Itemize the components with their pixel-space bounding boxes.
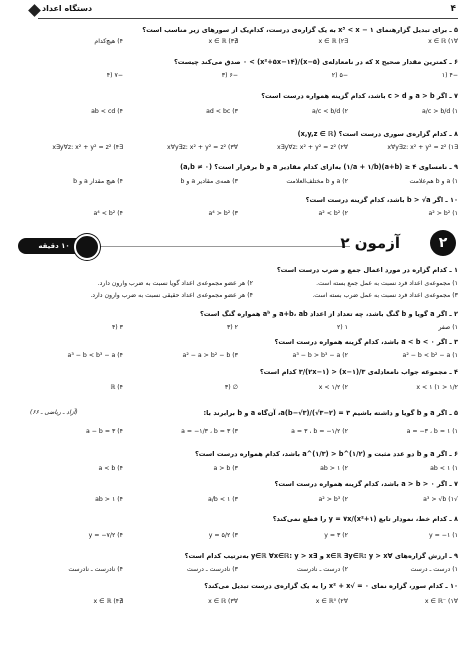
question-7: ۷ ـ اگر a > b و c > d باشد، کدام گزینه همواره درست است؟ <box>261 92 458 100</box>
option: a² − b < b² − a (۱ <box>402 352 458 359</box>
option: a² > b² (۱ <box>428 210 458 217</box>
option: ۳ (۴ <box>111 324 123 331</box>
option: ∃x∃y∀z: x² + y² = z² (۴ <box>52 144 123 151</box>
option: a (۱ و b هم‌علامت <box>409 178 458 185</box>
question-10: ۱۰ ـ اگر b > √a باشد، کدام گزینه درست است؟ <box>305 196 458 204</box>
option: a³ − b < b³ − a (۴ <box>67 352 123 359</box>
options-6 <box>18 72 458 82</box>
options-5b <box>18 428 458 438</box>
options-4 <box>18 384 458 394</box>
exam-number-badge: ۲ <box>430 230 456 256</box>
question-8: ۸ ـ کدام گزاره‌ی سوری درست است؟ (x,y,z ∈ ℝ) <box>297 130 458 138</box>
option: ۱) درست ـ درست <box>410 566 458 573</box>
option: ۱) صفر <box>438 324 458 331</box>
question-6b: ۶ ـ اگر a و b دو عدد مثبت و a^(۱/۳) > b^(۱/۲) باشد، کدام همواره درست است؟ <box>194 450 458 458</box>
options-8b <box>18 532 458 542</box>
option: −۵ (۲ <box>331 72 348 79</box>
question-9: ۹ ـ نامساوی ۴ ≤ (a+b)(۱/a + ۱/b) به‌ازای کدام مقادیر a و b برقرار است؟ (a,b ≠ ۰) <box>180 163 458 171</box>
option: a > b (۳ <box>213 465 238 472</box>
option: ab < ۱ (۱ <box>430 465 458 472</box>
option: ۲) درست ـ نادرست <box>296 566 348 573</box>
option: ab > ۱ (۴ <box>95 496 123 503</box>
option: ۴) نادرست ـ نادرست <box>68 566 123 573</box>
option: a = −۳ ، b = ۱ (۱ <box>406 428 458 435</box>
option: a < b (۴ <box>98 465 123 472</box>
option: y = ۳ (۲ <box>324 532 348 539</box>
question-1: ۱ ـ کدام گزاره در مورد اعمال جمع و ضرب درست است؟ <box>276 266 458 274</box>
question-7b: ۷ ـ اگر a > b > ۰ باشد، کدام گزینه همواره درست است؟ <box>274 480 458 488</box>
option: ∀x ∈ ℝ⁻ (۱ <box>424 598 458 605</box>
option: ∄x ∈ ℝ (۴ <box>93 598 123 605</box>
question-4: ۴ ـ مجموعه جواب نامعادله‌ی ۳/(x−۱) < ۳/(۲x−۱) کدام است؟ <box>259 368 458 376</box>
option: a⁴ < b² (۴ <box>93 210 123 217</box>
options-7b <box>18 496 458 506</box>
option: y = −۱ (۱ <box>429 532 458 539</box>
option: ∄x ∈ ℝ (۳ <box>208 38 238 45</box>
exam-title: آزمون ۲ <box>340 234 400 252</box>
option: ∅ (۳ <box>224 384 238 391</box>
question-10b: ۱۰ ـ کدام سور، گزاره نمای ۰ = √x² + x را به یک گزاره‌ی درست تبدیل می‌کند؟ <box>204 582 458 590</box>
option: ۴) هر عضو مجموعه‌ی اعداد حقیقی نسبت به ضرب وارون دارد. <box>90 292 253 299</box>
option: a = −۱/۳ ، b = ۳ (۳ <box>181 428 238 435</box>
question-8b: ۸ ـ کدام خط، نمودار تابع y = ۷x/(x²+۱) را قطع نمی‌کند؟ <box>272 515 458 523</box>
option: −۶ (۳ <box>221 72 238 79</box>
options-9 <box>18 178 458 188</box>
option: a/c > b/d (۱ <box>421 108 458 115</box>
option: a² < b² (۲ <box>318 210 348 217</box>
option: a² > b³ (۲ <box>318 496 348 503</box>
option: a³ − b > b³ − a (۲ <box>292 352 348 359</box>
option: ∀x ∈ ℝ⁰ (۲ <box>315 598 348 605</box>
option: ad < bc (۳ <box>206 108 238 115</box>
options-3 <box>18 352 458 362</box>
option: a − b = ۳ (۴ <box>86 428 123 435</box>
question-6: ۶ ـ کمترین مقدار صحیح x که در نامعادله‌ی (x−۵)/(x²+۵x−۱۴) > ۰ صدق می‌کند چیست؟ <box>173 58 458 66</box>
chapter-title: دستگاه اعداد <box>42 4 93 13</box>
diamond-icon <box>28 4 41 17</box>
option: y = ۵/۲ (۳ <box>208 532 238 539</box>
option: a/b < ۱ (۳ <box>208 496 238 503</box>
option: ∃x ∈ ℝ (۲ <box>318 38 348 45</box>
options-5 <box>18 38 458 48</box>
option: ۴) هیچ‌کدام <box>94 38 123 45</box>
option: a⁴ > b² (۳ <box>208 210 238 217</box>
time-badge: ۱۰ دقیقه <box>18 238 90 254</box>
option: ۱) مجموعه‌ی اعداد فرد نسبت به عمل جمع بسته است. <box>316 280 458 287</box>
option: ۴) هیچ مقدار a و b <box>73 178 123 185</box>
options-6b <box>18 465 458 475</box>
options-9b <box>18 566 458 576</box>
option: a (۲ و b مختلف‌العلامت <box>286 178 348 185</box>
option: ∀x∃y∀z: x² + y² = z² (۲ <box>277 144 348 151</box>
question-9b: ۹ ـ ارزش گزاره‌های ∀x∈ℝ ∃y∈ℝ: y > x و ∃y∈ℝ ∀x∈ℝ: y > x به‌ترتیب کدام است؟ <box>184 552 458 560</box>
option: ab < cd (۴ <box>91 108 123 115</box>
option: x < ۱/۲ (۲ <box>318 384 348 391</box>
divider <box>100 246 350 247</box>
option: y = −۷/۲ (۴ <box>88 532 123 539</box>
option: −۴ (۱ <box>441 72 458 79</box>
option: ۳) نادرست ـ درست <box>186 566 238 573</box>
option: ۱/۲ < x < ۱ (۱ <box>416 384 458 391</box>
option: a² − a > b² − b (۳ <box>182 352 238 359</box>
option: ∀x ∈ ℝ (۳ <box>208 598 238 605</box>
option: ۲ (۳ <box>226 324 238 331</box>
option: ۳) همه‌ی مقادیر a و b <box>180 178 238 185</box>
option: ∀x∀y∃z: x² + y² = z² (۳ <box>167 144 238 151</box>
option: −۷ (۴ <box>106 72 123 79</box>
option: a/c < b/d (۲ <box>311 108 348 115</box>
option: ab > ۱ (۲ <box>320 465 348 472</box>
options-8 <box>18 144 458 154</box>
question-5: ۵ ـ برای تبدیل گزارهنمای x³ < x − ۱ به یک گزاره‌ی درست، کدام‌یک از سورهای زیر مناسب است؟ <box>142 26 458 34</box>
options-7 <box>18 108 458 118</box>
option: ℝ (۴ <box>110 384 123 391</box>
options-10 <box>18 210 458 220</box>
option: ∃x∀y∃z: x² + y² = z² (۱ <box>387 144 458 151</box>
options-1 <box>18 280 458 302</box>
option: ۳) مجموعه‌ی اعداد فرد نسبت به عمل ضرب بسته است. <box>312 292 458 299</box>
source-note: (آزاد ـ ریاضی ـ ۶۶) <box>30 409 78 416</box>
question-2: ۲ ـ اگر a گویا و b گنگ باشد، چه تعداد از اعداد a+b، ab و aᵇ همواره گنگ است؟ <box>199 310 458 318</box>
page-header <box>38 4 458 19</box>
options-2 <box>18 324 458 334</box>
option: ۱ (۲ <box>336 324 348 331</box>
page-number: ۴ <box>450 4 456 14</box>
option: a = ۳ ، b = −۱/۲ (۲ <box>291 428 348 435</box>
options-10b <box>18 598 458 608</box>
option: √a³ > √b (۱ <box>423 496 458 503</box>
option: ∀x ∈ ℝ (۱ <box>428 38 458 45</box>
clock-icon <box>74 234 100 260</box>
question-3: ۳ ـ اگر a < b < ۰ باشد، کدام گزینه همواره درست است؟ <box>274 338 458 346</box>
question-5b: ۵ ـ اگر a و b گویا و داشته باشیم a(b−√۳)/(√۳−۲) = ۳، آن‌گاه a و b برابرند با: <box>203 409 458 417</box>
option: ۲) هر عضو مجموعه‌ی اعداد گویا نسبت به ضرب وارون دارد. <box>97 280 253 287</box>
